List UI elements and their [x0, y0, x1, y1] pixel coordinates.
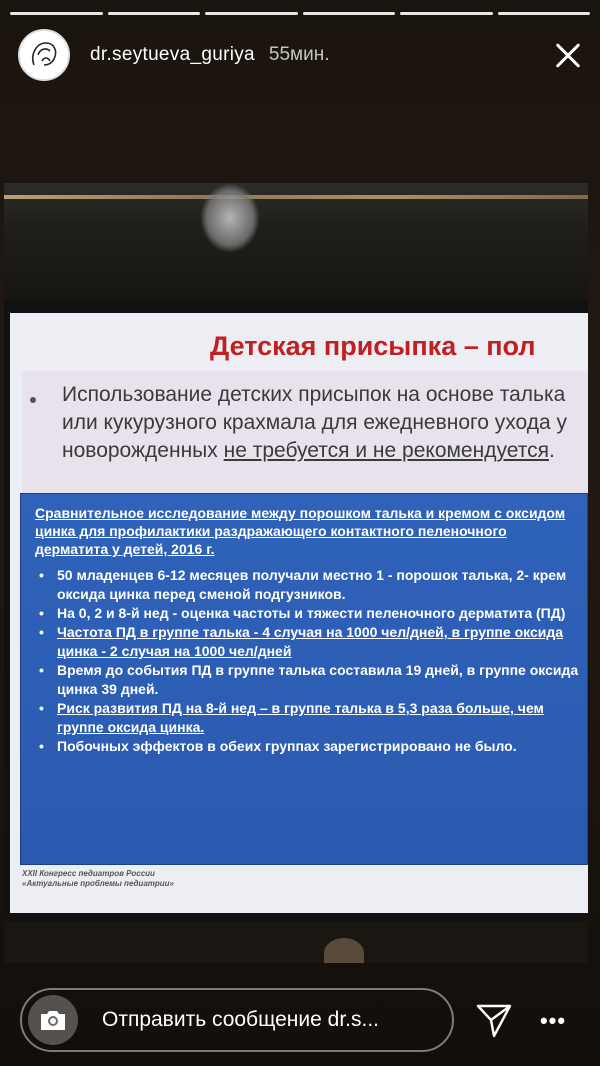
progress-segment: [205, 12, 298, 15]
send-icon[interactable]: [474, 1000, 514, 1040]
username[interactable]: dr.seytueva_guriya: [90, 44, 255, 65]
presentation-slide: [10, 313, 588, 913]
progress-segment: [303, 12, 396, 15]
study-box: [20, 493, 588, 865]
list-item: • Время до события ПД в группе талька составила 19 дней, в группе оксида цинка 39 дней.: [35, 661, 583, 699]
list-item: • Частота ПД в группе талька - 4 случая на 1000 чел/дней, в группе оксида цинка - 2 случая на 1000 чел/дней: [35, 623, 583, 661]
footer-line: «Актуальные проблемы педиатрии»: [22, 879, 174, 888]
list-item: • Побочных эффектов в обеих группах зарегистрировано не было.: [35, 737, 583, 756]
footer-line: XXII Конгресс педиатров России: [22, 869, 155, 878]
close-icon[interactable]: [550, 37, 586, 73]
reply-placeholder: Отправить сообщение dr.s...: [102, 1008, 379, 1031]
figure: [200, 183, 260, 253]
list-item: • Риск развития ПД на 8-й нед – в группе талька в 5,3 раза больше, чем группе оксида цинка.: [35, 699, 583, 737]
story-progress-bar: [10, 12, 590, 15]
list-item: • 50 младенцев 6-12 месяцев получали местно 1 - порошок талька, 2- крем оксида цинка перед сменой подгузников.: [35, 566, 583, 604]
bullet-text: [62, 381, 582, 465]
camera-icon[interactable]: [28, 995, 78, 1045]
ceiling: [4, 183, 588, 301]
slide-footer: [22, 869, 174, 889]
bullet-text-end: .: [548, 439, 555, 462]
light-strip: [4, 195, 588, 199]
slide-title: Детская присыпка – пол: [210, 331, 536, 361]
more-icon[interactable]: •••: [539, 1008, 567, 1033]
story-header: [18, 28, 586, 82]
audience-head: [324, 938, 364, 963]
bullet-text-part: Использование детских присыпок на основе талька или кукурузного крахмала для ежедневного ухода у новорожденных: [62, 383, 567, 462]
study-title: Сравнительное исследование между порошком талька и кремом с оксидом цинка для профилактики раздражающего контактного пеленочного дерматита у детей, 2016 г.: [35, 505, 566, 557]
list-item: • На 0, 2 и 8-й нед - оценка частоты и тяжести пеленочного дерматита (ПД): [35, 604, 583, 623]
study-items: [35, 566, 583, 756]
progress-segment: [400, 12, 493, 15]
progress-segment: [108, 12, 201, 15]
progress-segment: [10, 12, 103, 15]
camera-glyph-icon: [38, 1007, 68, 1033]
avatar-illustration-icon: [24, 35, 64, 75]
bullet-dot-icon: [30, 397, 36, 403]
bullet-box: [22, 371, 588, 495]
reply-input[interactable]: [20, 988, 454, 1052]
bullet-text-underlined: не требуется и не рекомендуется: [223, 439, 549, 462]
avatar[interactable]: [18, 29, 70, 81]
audience-area: [4, 921, 588, 963]
story-photo: [4, 183, 588, 963]
progress-segment: [498, 12, 591, 15]
post-time: 55мин.: [268, 44, 330, 65]
